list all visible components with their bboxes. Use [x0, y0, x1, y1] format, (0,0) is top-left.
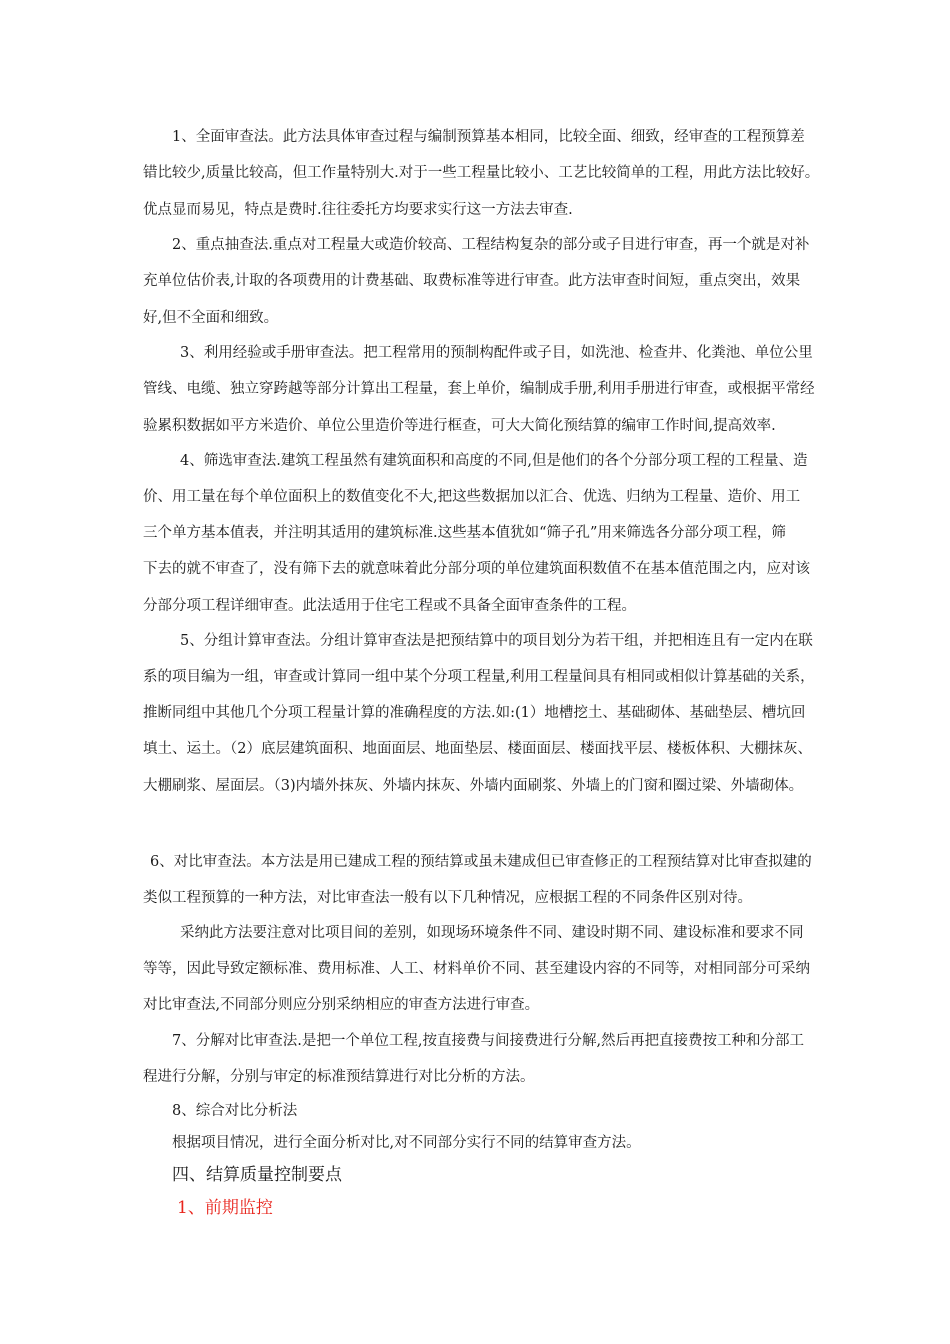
paragraph-1-line-1: 1、全面审查法。此方法具体审查过程与编制预算基本相同，比较全面、细致，经审查的工程预算差: [172, 129, 805, 145]
paragraph-5-line-5: 大棚刷浆、屋面层。（3)内墙外抹灰、外墙内抹灰、外墙内面刷浆、外墙上的门窗和圈过梁、外墙砌体。: [143, 778, 804, 794]
paragraph-9-line-1: 8、综合对比分析法: [172, 1103, 298, 1119]
paragraph-7-line-1: 采纳此方法要注意对比项目间的差别，如现场环境条件不同、建设时期不同、建设标准和要求不同: [180, 925, 804, 941]
paragraph-7-line-2: 等等，因此导致定额标准、费用标准、人工、材料单价不同、甚至建设内容的不同等，对相同部分可采纳: [143, 961, 810, 977]
paragraph-7-line-3: 对比审查法,不同部分则应分别采纳相应的审查方法进行审查。: [143, 997, 540, 1013]
paragraph-4-line-1: 4、筛选审查法.建筑工程虽然有建筑面积和高度的不同,但是他们的各个分部分项工程的工程量、造: [180, 453, 808, 469]
paragraph-5-line-1: 5、分组计算审查法。分组计算审查法是把预结算中的项目划分为若干组，并把相连且有一定内在联: [180, 633, 813, 649]
paragraph-1-line-2: 错比较少,质量比较高，但工作量特别大.对于一些工程量比较小、工艺比较简单的工程，用此方法比较好。: [143, 165, 820, 181]
paragraph-2-line-3: 好,但不全面和细致。: [143, 310, 279, 326]
paragraph-5-line-2: 系的项目编为一组，审查或计算同一组中某个分项工程量,利用工程量间具有相同或相似计算基础的关系，: [143, 669, 815, 685]
paragraph-8-line-1: 7、分解对比审查法.是把一个单位工程,按直接费与间接费进行分解,然后再把直接费按工种和分部工: [172, 1033, 805, 1049]
paragraph-10-line-1: 根据项目情况，进行全面分析对比,对不同部分实行不同的结算审查方法。: [172, 1135, 641, 1151]
paragraph-3-line-1: 3、利用经验或手册审查法。把工程常用的预制构配件或子目，如洗池、检查井、化粪池、单位公里: [180, 345, 813, 361]
paragraph-4-line-4: 下去的就不审查了，没有筛下去的就意味着此分部分项的单位建筑面积数值不在基本值范围之内，应对该: [143, 561, 810, 577]
section-heading: 四、结算质量控制要点: [172, 1165, 342, 1185]
paragraph-2-line-2: 充单位估价表,计取的各项费用的计费基础、取费标准等进行审查。此方法审查时间短，重点突出，效果: [143, 273, 801, 289]
paragraph-4-line-3: 三个单方基本值表，并注明其适用的建筑标准.这些基本值犹如“筛子孔”用来筛选各分部分项工程，筛: [143, 525, 786, 541]
paragraph-5-line-3: 推断同组中其他几个分项工程量计算的准确程度的方法.如:(1）地槽挖土、基础砌体、基础垫层、槽坑回: [143, 705, 806, 721]
paragraph-2-line-1: 2、重点抽查法.重点对工程量大或造价较高、工程结构复杂的部分或子目进行审查，再一个就是对补: [172, 237, 810, 253]
paragraph-1-line-3: 优点显而易见，特点是费时.往往委托方均要求实行这一方法去审查.: [143, 202, 573, 218]
paragraph-6-line-2: 类似工程预算的一种方法，对比审查法一般有以下几种情况，应根据工程的不同条件区别对待。: [143, 890, 752, 906]
paragraph-4-line-5: 分部分项工程详细审查。此法适用于住宅工程或不具备全面审查条件的工程。: [143, 598, 636, 614]
paragraph-3-line-3: 验累积数据如平方米造价、单位公里造价等进行框查，可大大简化预结算的编审工作时间,提高效率.: [143, 418, 776, 434]
paragraph-3-line-2: 管线、电缆、独立穿跨越等部分计算出工程量，套上单价，编制成手册,利用手册进行审查，或根据平常经: [143, 381, 815, 397]
paragraph-8-line-2: 程进行分解，分别与审定的标准预结算进行对比分析的方法。: [143, 1069, 535, 1085]
paragraph-5-line-4: 填土、运土。（2）底层建筑面积、地面面层、地面垫层、楼面面层、楼面找平层、楼板体积、大棚抹灰、: [143, 741, 812, 757]
paragraph-4-line-2: 价、用工量在每个单位面积上的数值变化不大,把这些数据加以汇合、优选、归纳为工程量、造价、用工: [143, 489, 801, 505]
subsection-heading: 1、前期监控: [177, 1198, 273, 1218]
paragraph-6-line-1: 6、对比审查法。本方法是用已建成工程的预结算或虽未建成但已审查修正的工程预结算对比审查拟建的: [150, 854, 812, 870]
